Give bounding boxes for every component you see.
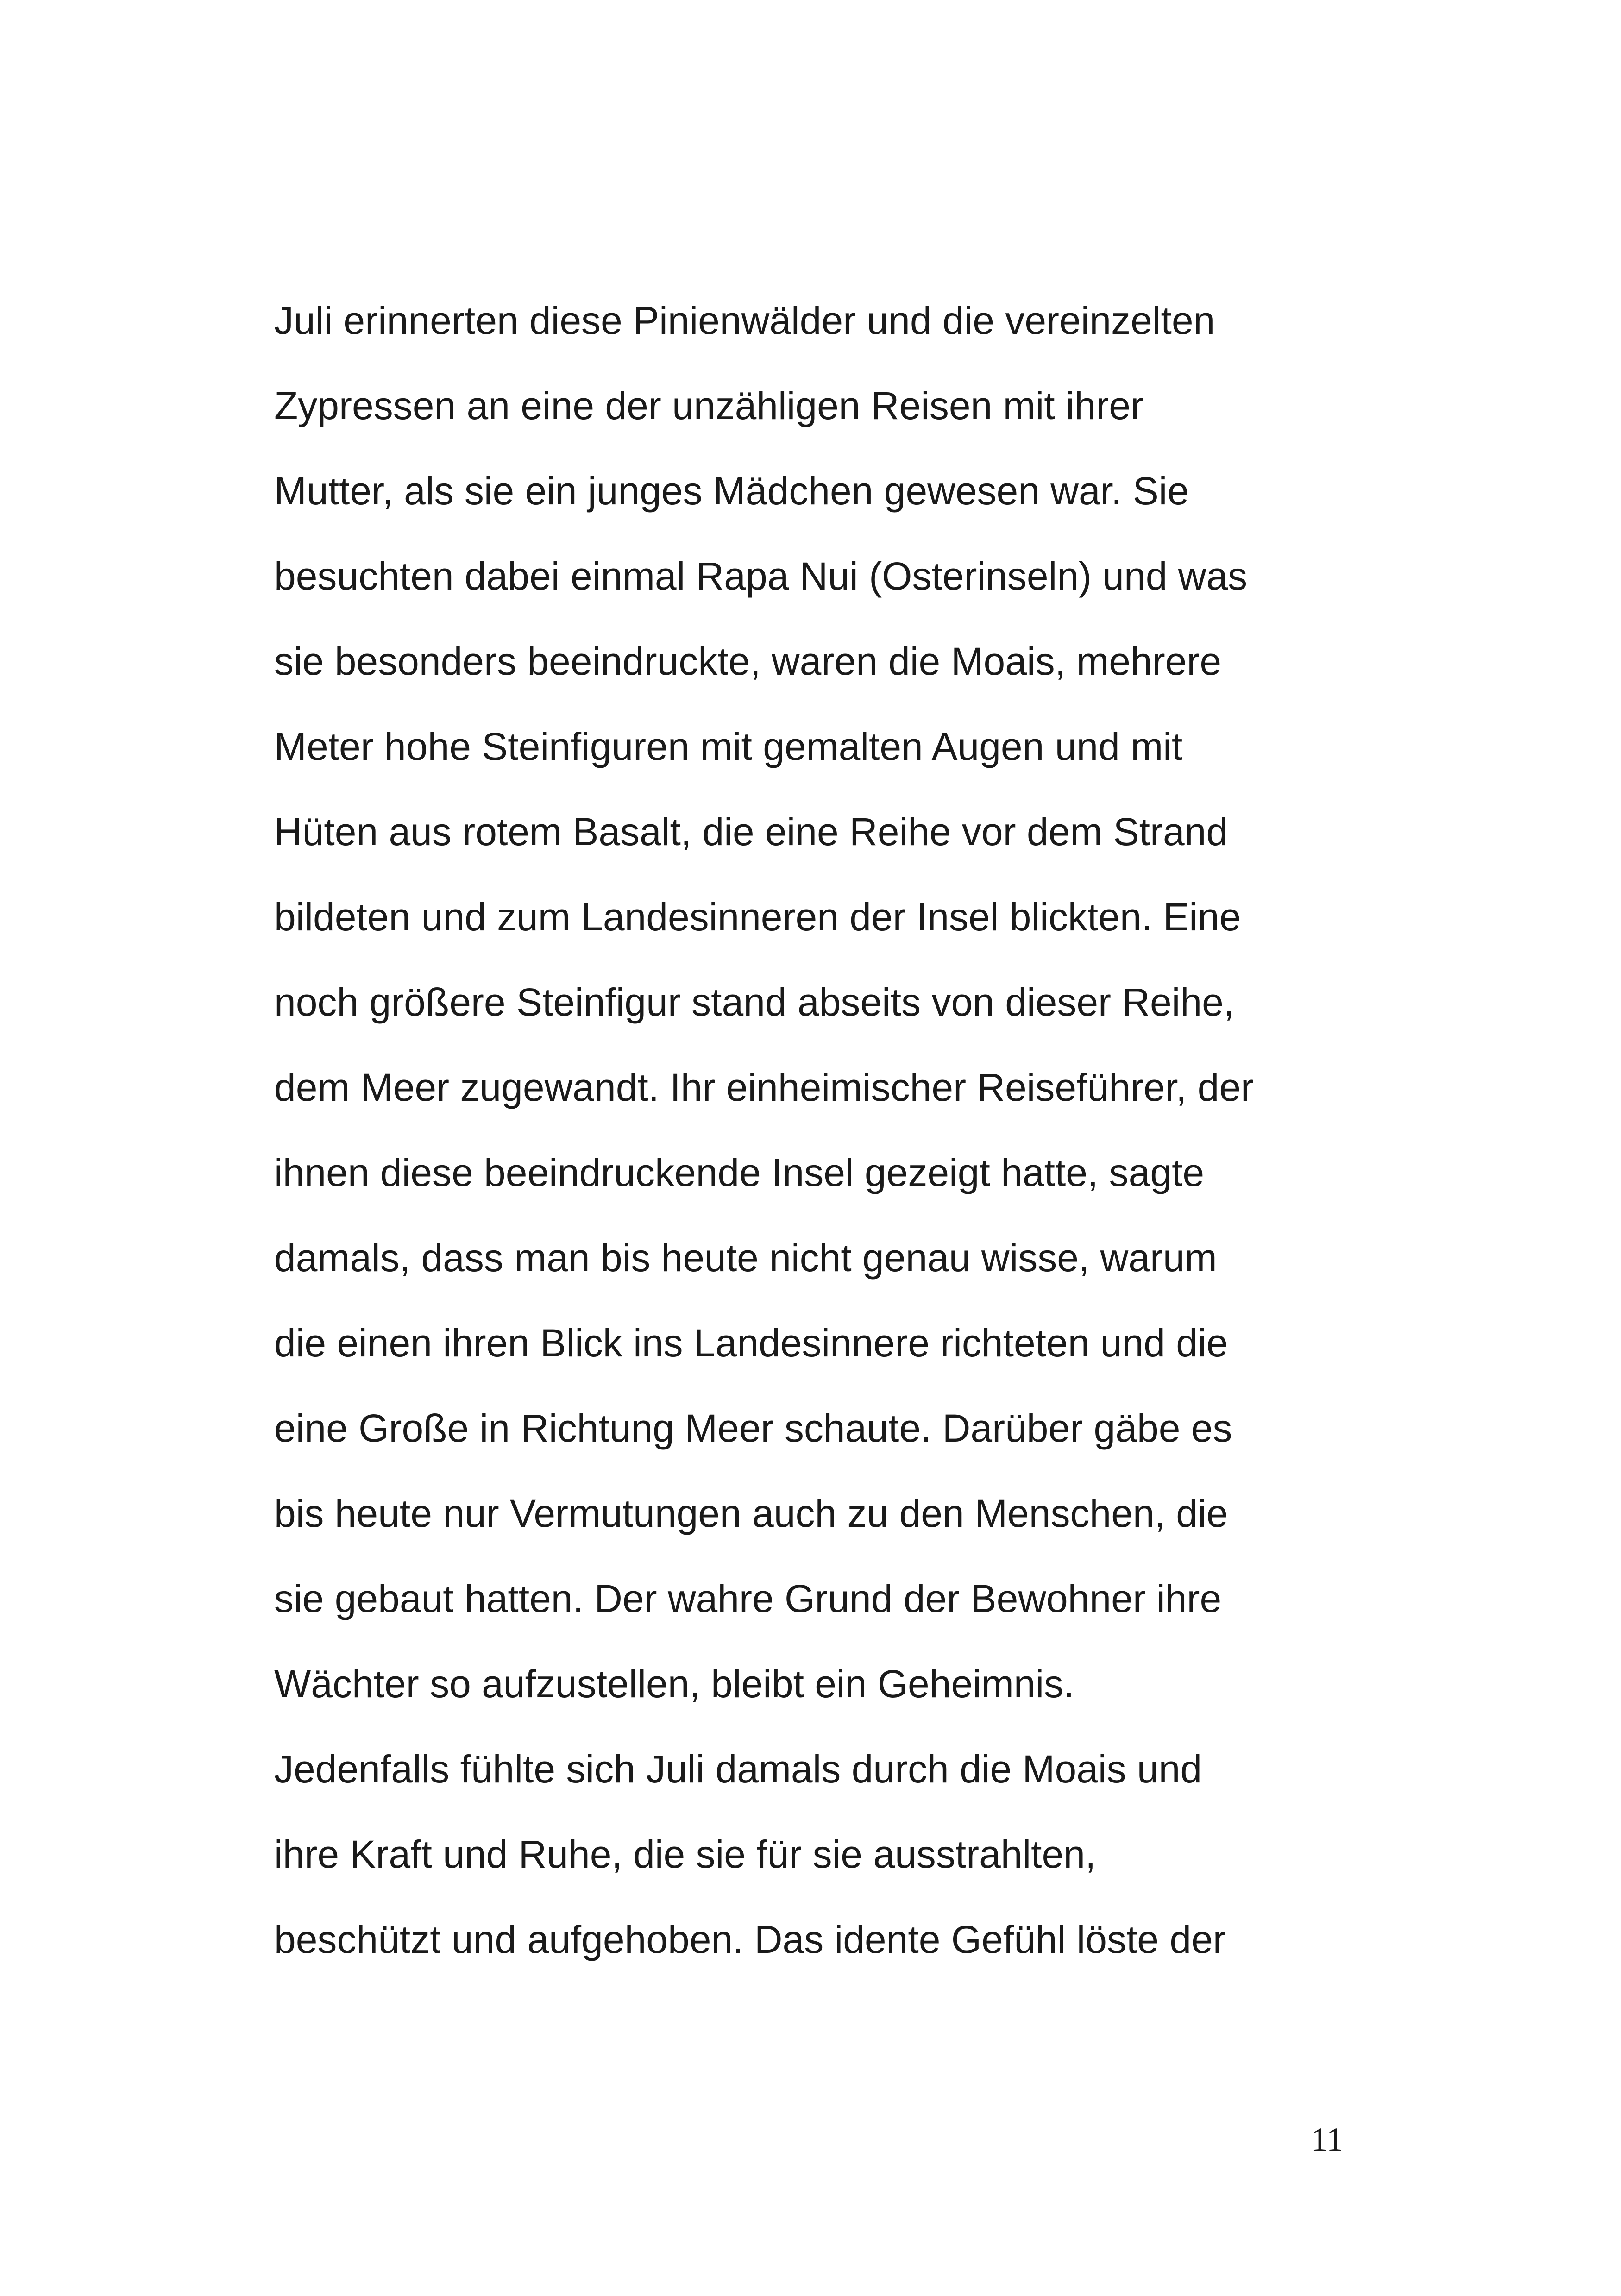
text-line: die einen ihren Blick ins Landesinnere richteten und die [274,1321,1228,1365]
text-line: Hüten aus rotem Basalt, die eine Reihe vor dem Strand [274,810,1228,853]
text-line: sie gebaut hatten. Der wahre Grund der Bewohner ihre [274,1577,1222,1620]
text-line: Jedenfalls fühlte sich Juli damals durch die Moais und [274,1747,1202,1791]
text-line: bis heute nur Vermutungen auch zu den Menschen, die [274,1492,1228,1535]
text-line: bildeten und zum Landesinneren der Insel blickten. Eine [274,895,1241,939]
text-line: eine Große in Richtung Meer schaute. Darüber gäbe es [274,1406,1232,1450]
text-line: sie besonders beeindruckte, waren die Moais, mehrere [274,640,1222,683]
text-line: ihnen diese beeindruckende Insel gezeigt hatte, sagte [274,1151,1205,1194]
page-number: 11 [1311,2121,1343,2158]
text-line: Meter hohe Steinfiguren mit gemalten Augen und mit [274,725,1183,768]
text-line: Wächter so aufzustellen, bleibt ein Geheimnis. [274,1662,1074,1706]
body-text [274,278,1386,1982]
text-line: dem Meer zugewandt. Ihr einheimischer Reiseführer, der [274,1066,1254,1109]
text-line: noch größere Steinfigur stand abseits von dieser Reihe, [274,980,1235,1024]
text-line: beschützt und aufgehoben. Das idente Gefühl löste der [274,1918,1226,1961]
text-line: Mutter, als sie ein junges Mädchen gewesen war. Sie [274,469,1189,513]
text-line: Juli erinnerten diese Pinienwälder und die vereinzelten [274,299,1215,342]
text-line: besuchten dabei einmal Rapa Nui (Osterinseln) und was [274,554,1248,598]
text-line: ihre Kraft und Ruhe, die sie für sie ausstrahlten, [274,1832,1096,1876]
text-line: Zypressen an eine der unzähligen Reisen mit ihrer [274,384,1143,427]
text-line: damals, dass man bis heute nicht genau wisse, warum [274,1236,1217,1280]
